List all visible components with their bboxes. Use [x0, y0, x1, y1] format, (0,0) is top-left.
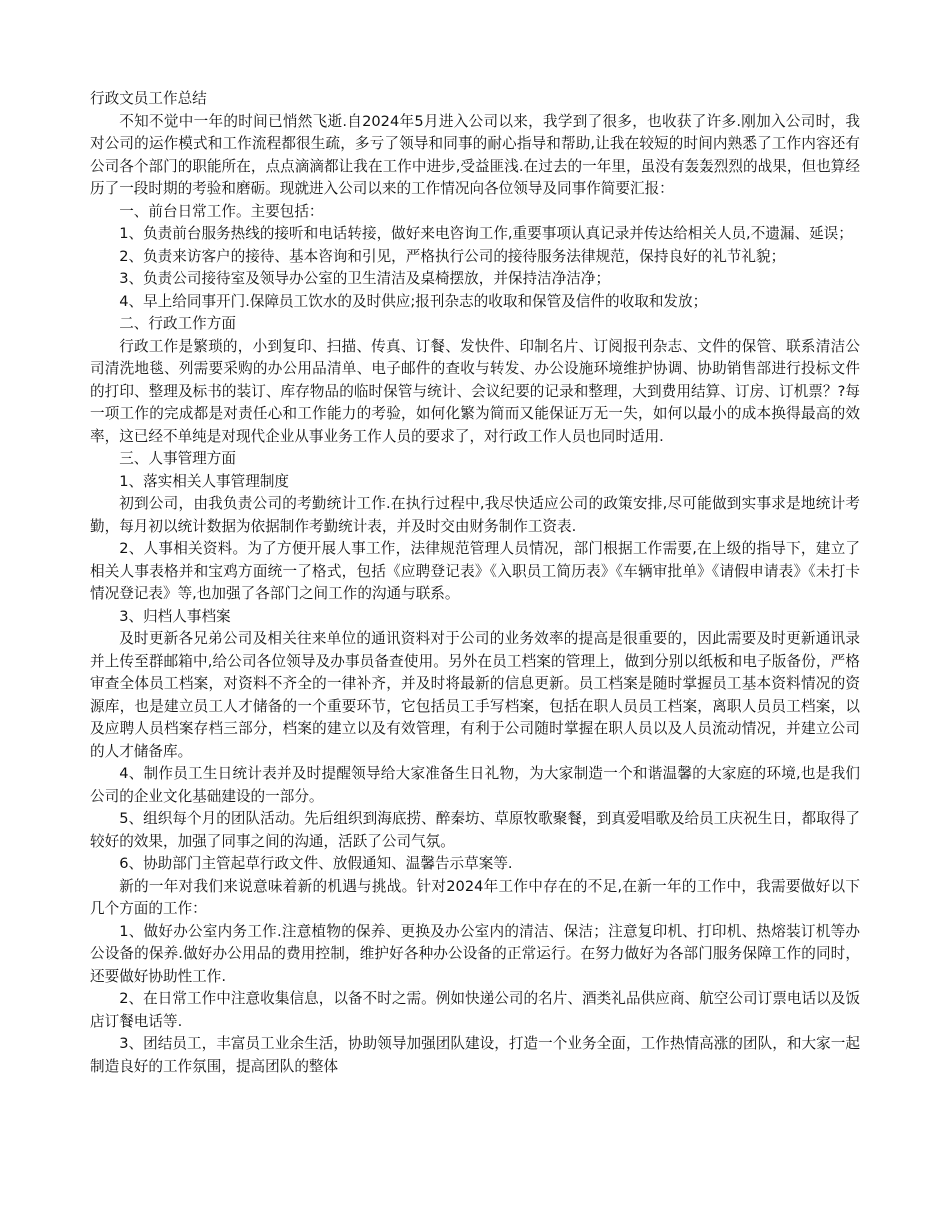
paragraph: 1、做好办公室内务工作.注意植物的保养、更换及办公室内的清洁、保洁；注意复印机、打印机、热熔装订机等办公设备的保养.做好办公用品的费用控制，维护好各种办公设备的正常运行。在努力做好为各部门服务保障工作的同时，还要做好协助性工作.	[90, 922, 860, 985]
paragraph: 及时更新各兄弟公司及相关往来单位的通讯资料对于公司的业务效率的提高是很重要的，因此需要及时更新通讯录并上传至群邮箱中,给公司各位领导及办事员备查使用。另外在员工档案的管理上，做到分别以纸板和电子版备份，严格审查全体员工档案，对资料不齐全的一律补齐，并及时将最新的信息更新。员工档案是随时掌握员工基本资料情况的资源库，也是建立员工人才储备的一个重要环节，它包括员工手写档案，包括在职人员员工档案，离职人员员工档案，以及应聘人员档案存档三部分，档案的建立以及有效管理，有利于公司随时掌握在职人员以及人员流动情况，并建立公司的人才储备库。	[90, 630, 860, 760]
subsection-heading: 1、落实相关人事管理制度	[119, 472, 290, 490]
paragraph: 4、制作员工生日统计表并及时提醒领导给大家准备生日礼物，为大家制造一个和谐温馨的大家庭的环境,也是我们公司的企业文化基础建设的一部分。	[90, 765, 860, 805]
document-body	[90, 111, 860, 1079]
paragraph: 2、在日常工作中注意收集信息，以备不时之需。例如快递公司的名片、酒类礼品供应商、航空公司订票电话以及饭店订餐电话等.	[90, 990, 860, 1030]
subsection-heading: 3、归档人事档案	[119, 607, 231, 625]
paragraph: 1、负责前台服务热线的接听和电话转接，做好来电咨询工作,重要事项认真记录并传达给相关人员,不遗漏、延误；	[119, 225, 853, 242]
paragraph: 6、协助部门主管起草行政文件、放假通知、温馨告示草案等.	[119, 855, 513, 872]
paragraph: 新的一年对我们来说意味着新的机遇与挑战。针对2024年工作中存在的不足,在新一年的工作中，我需要做好以下几个方面的工作：	[90, 877, 860, 917]
document-title: 行政文员工作总结	[90, 90, 207, 107]
paragraph: 初到公司，由我负责公司的考勤统计工作.在执行过程中,我尽快适应公司的政策安排,尽可能做到实事求是地统计考勤，每月初以统计数据为依据制作考勤统计表，并及时交由财务制作工资表.	[90, 495, 860, 535]
paragraph: 2、人事相关资料。为了方便开展人事工作，法律规范管理人员情况，部门根据工作需要,在上级的指导下，建立了相关人事表格并和宝鸡方面统一了格式，包括《应聘登记表》《入职员工简历表》《车辆审批单》《请假申请表》《未打卡情况登记表》等,也加强了各部门之间工作的沟通与联系。	[90, 540, 860, 602]
paragraph: 3、负责公司接待室及领导办公室的卫生清洁及桌椅摆放，并保持洁净洁净；	[119, 270, 611, 287]
section-heading: 二、行政工作方面	[119, 315, 236, 332]
paragraph: 不知不觉中一年的时间已悄然飞逝.自2024年5月进入公司以来，我学到了很多，也收获了许多.刚加入公司时，我对公司的运作模式和工作流程都很生疏，多亏了领导和同事的耐心指导和帮助,让我在较短的时间内熟悉了工作内容还有公司各个部门的职能所在，点点滴滴都让我在工作中进步,受益匪浅.在过去的一年里，虽没有轰轰烈烈的战果，但也算经历了一段时期的考验和磨砺。现就进入公司以来的工作情况向各位领导及同事作简要汇报：	[90, 112, 860, 197]
paragraph: 2、负责来访客户的接待、基本咨询和引见，严格执行公司的接待服务法律规范，保持良好的礼节礼貌；	[119, 247, 786, 265]
paragraph: 5、组织每个月的团队活动。先后组织到海底捞、醉秦坊、草原牧歌聚餐，到真爱唱歌及给员工庆祝生日，都取得了较好的效果，加强了同事之间的沟通，活跃了公司气氛。	[90, 810, 860, 850]
section-heading: 三、人事管理方面	[119, 450, 236, 467]
paragraph: 3、团结员工，丰富员工业余生活，协助领导加强团队建设，打造一个业务全面，工作热情高涨的团队，和大家一起制造良好的工作氛围，提高团队的整体	[90, 1035, 860, 1075]
paragraph: 行政工作是繁琐的，小到复印、扫描、传真、订餐、发快件、印制名片、订阅报刊杂志、文件的保管、联系清洁公司清洗地毯、列需要采购的办公用品清单、电子邮件的查收与转发、办公设施环境维护协调、协助销售部进行投标文件的打印、整理及标书的装订、库存物品的临时保管与统计、会议纪要的记录和整理，大到费用结算、订房、订机票？?每一项工作的完成都是对责任心和工作能力的考验，如何化繁为简而又能保证万无一失，如何以最小的成本换得最高的效率，这已经不单纯是对现代企业从事业务工作人员的要求了，对行政工作人员也同时适用.	[90, 337, 860, 445]
section-heading: 一、前台日常工作。主要包括：	[119, 202, 324, 220]
paragraph: 4、早上给同事开门.保障员工饮水的及时供应;报刊杂志的收取和保管及信件的收取和发放；	[119, 292, 708, 310]
